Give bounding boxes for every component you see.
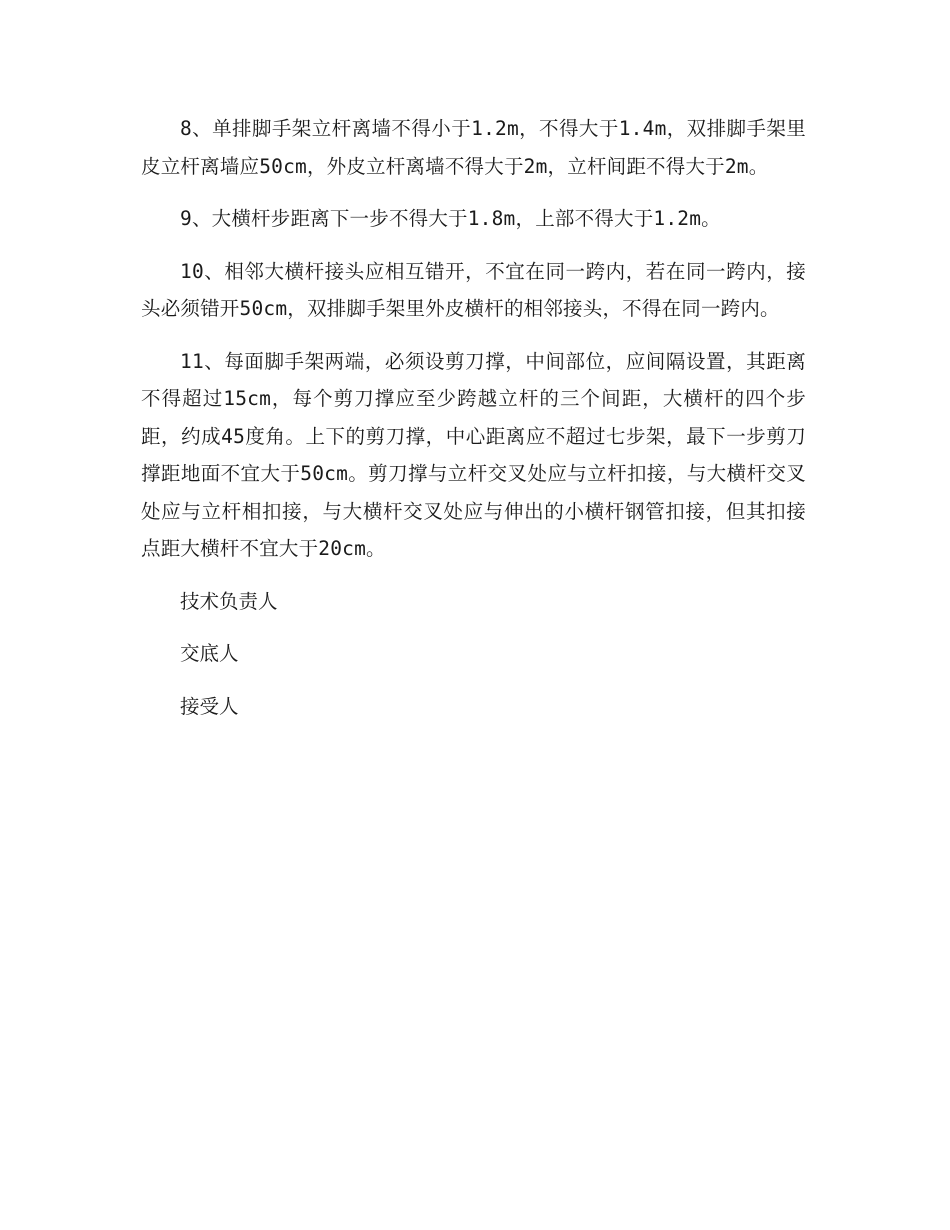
signature-technical-lead: 技术负责人 (180, 589, 278, 613)
paragraph-item-9: 9、大横杆步距离下一步不得大于1.8m，上部不得大于1.2m。 (180, 207, 721, 230)
signature-receiver: 接受人 (180, 694, 239, 718)
signature-briefer: 交底人 (180, 642, 239, 665)
paragraph-item-8: 8、单排脚手架立杆离墙不得小于1.2m，不得大于1.4m，双排脚手架里皮立杆离墙应50cm，外皮立杆离墙不得大于2m，立杆间距不得大于2m。 (141, 117, 806, 178)
paragraph-item-10: 10、相邻大横杆接头应相互错开，不宜在同一跨内，若在同一跨内，接头必须错开50cm，双排脚手架里外皮横杆的相邻接头，不得在同一跨内。 (141, 259, 806, 320)
document-body (141, 110, 806, 740)
paragraph-item-11: 11、每面脚手架两端，必须设剪刀撑，中间部位，应间隔设置，其距离不得超过15cm，每个剪刀撑应至少跨越立杆的三个间距，大横杆的四个步距，约成45度角。上下的剪刀撑，中心距离应不超过七步架，最下一步剪刀撑距地面不宜大于50cm。剪刀撑与立杆交叉处应与立杆扣接，与大横杆交叉处应与立杆相扣接，与大横杆交叉处应与伸出的小横杆钢管扣接，但其扣接点距大横杆不宜大于20cm。 (141, 349, 806, 560)
